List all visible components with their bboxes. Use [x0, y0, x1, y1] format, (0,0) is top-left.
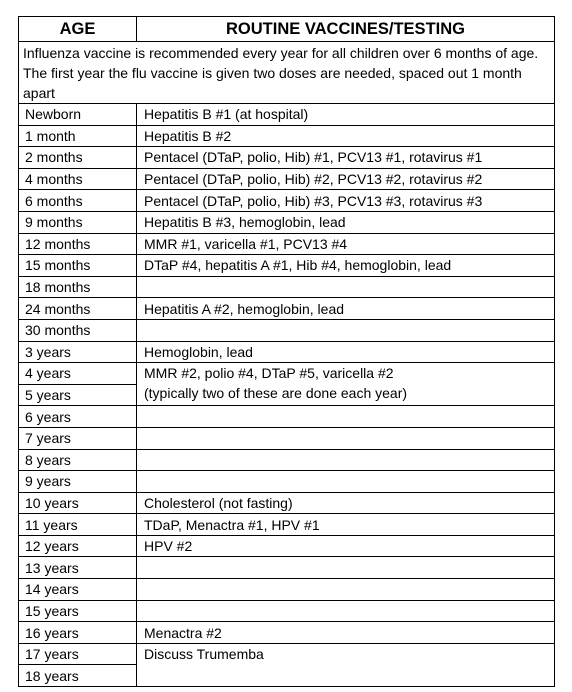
age-cell: 15 years — [19, 600, 137, 622]
age-cell: 9 years — [19, 471, 137, 493]
age-cell: 7 years — [19, 427, 137, 449]
vaccines-cell: Hemoglobin, lead — [137, 341, 555, 363]
table-row — [19, 298, 555, 320]
vaccines-line: MMR #2, polio #4, DTaP #5, varicella #2 — [144, 365, 394, 382]
vaccines-cell: Pentacel (DTaP, polio, Hib) #3, PCV13 #3, rotavirus #3 — [137, 190, 555, 212]
table-row — [19, 255, 555, 277]
age-cell: 1 month — [19, 125, 137, 147]
header-row — [19, 17, 555, 42]
age-cell: 13 years — [19, 557, 137, 579]
vaccines-cell — [137, 557, 555, 579]
table-row — [19, 363, 555, 385]
table-row — [19, 579, 555, 601]
vaccines-cell: Menactra #2 — [137, 622, 555, 644]
table-row — [19, 104, 555, 126]
table-row — [19, 276, 555, 298]
vaccine-schedule-sheet — [18, 16, 554, 687]
table-row — [19, 341, 555, 363]
vaccines-cell: Hepatitis B #3, hemoglobin, lead — [137, 211, 555, 233]
vaccines-cell — [137, 449, 555, 471]
influenza-note-row — [19, 42, 555, 104]
age-cell: 12 years — [19, 535, 137, 557]
vaccines-cell: TDaP, Menactra #1, HPV #1 — [137, 514, 555, 536]
age-cell: 8 years — [19, 449, 137, 471]
age-cell: 17 years — [19, 643, 137, 665]
vaccine-schedule-table — [18, 16, 555, 687]
table-row — [19, 492, 555, 514]
age-cell: 12 months — [19, 233, 137, 255]
vaccines-cell: Hepatitis B #1 (at hospital) — [137, 104, 555, 126]
age-cell: 15 months — [19, 255, 137, 277]
table-row — [19, 622, 555, 644]
table-row — [19, 427, 555, 449]
age-cell: 4 months — [19, 168, 137, 190]
age-cell: 4 years — [19, 363, 137, 385]
age-cell: 30 months — [19, 319, 137, 341]
vaccines-cell: HPV #2 — [137, 535, 555, 557]
table-row — [19, 514, 555, 536]
age-cell: 6 months — [19, 190, 137, 212]
age-cell: 9 months — [19, 211, 137, 233]
table-row — [19, 147, 555, 169]
age-cell: 11 years — [19, 514, 137, 536]
table-row — [19, 233, 555, 255]
age-column-header: AGE — [19, 17, 137, 42]
table-row — [19, 190, 555, 212]
age-cell: 2 months — [19, 147, 137, 169]
age-cell: 24 months — [19, 298, 137, 320]
vaccines-cell-merged — [137, 363, 555, 406]
age-cell: 18 months — [19, 276, 137, 298]
table-row — [19, 643, 555, 665]
age-cell: 5 years — [19, 384, 137, 406]
table-row — [19, 319, 555, 341]
table-row — [19, 471, 555, 493]
table-row — [19, 557, 555, 579]
age-cell: 16 years — [19, 622, 137, 644]
vaccines-cell: MMR #1, varicella #1, PCV13 #4 — [137, 233, 555, 255]
vaccines-cell — [137, 276, 555, 298]
table-row — [19, 168, 555, 190]
vaccines-cell — [137, 319, 555, 341]
vaccines-cell — [137, 427, 555, 449]
table-row — [19, 449, 555, 471]
table-row — [19, 535, 555, 557]
vaccines-column-header: ROUTINE VACCINES/TESTING — [137, 17, 555, 42]
age-cell: 6 years — [19, 406, 137, 428]
vaccines-cell — [137, 471, 555, 493]
vaccines-cell-merged: Discuss Trumemba — [137, 643, 555, 686]
vaccines-cell: Cholesterol (not fasting) — [137, 492, 555, 514]
age-cell: 10 years — [19, 492, 137, 514]
age-cell: Newborn — [19, 104, 137, 126]
vaccines-cell — [137, 406, 555, 428]
vaccines-cell: Hepatitis B #2 — [137, 125, 555, 147]
table-row — [19, 211, 555, 233]
table-row — [19, 406, 555, 428]
age-cell: 14 years — [19, 579, 137, 601]
vaccines-cell — [137, 600, 555, 622]
age-cell: 18 years — [19, 665, 137, 687]
vaccines-cell — [137, 579, 555, 601]
influenza-note: Influenza vaccine is recommended every year for all children over 6 months of age. The first year the flu vaccine is given two doses are needed, spaced out 1 month apart — [19, 42, 555, 104]
vaccines-cell: DTaP #4, hepatitis A #1, Hib #4, hemoglobin, lead — [137, 255, 555, 277]
vaccines-line: (typically two of these are done each year) — [144, 385, 408, 402]
age-cell: 3 years — [19, 341, 137, 363]
table-row — [19, 125, 555, 147]
vaccines-cell: Hepatitis A #2, hemoglobin, lead — [137, 298, 555, 320]
vaccines-cell: Pentacel (DTaP, polio, Hib) #2, PCV13 #2, rotavirus #2 — [137, 168, 555, 190]
table-row — [19, 600, 555, 622]
vaccines-cell: Pentacel (DTaP, polio, Hib) #1, PCV13 #1, rotavirus #1 — [137, 147, 555, 169]
